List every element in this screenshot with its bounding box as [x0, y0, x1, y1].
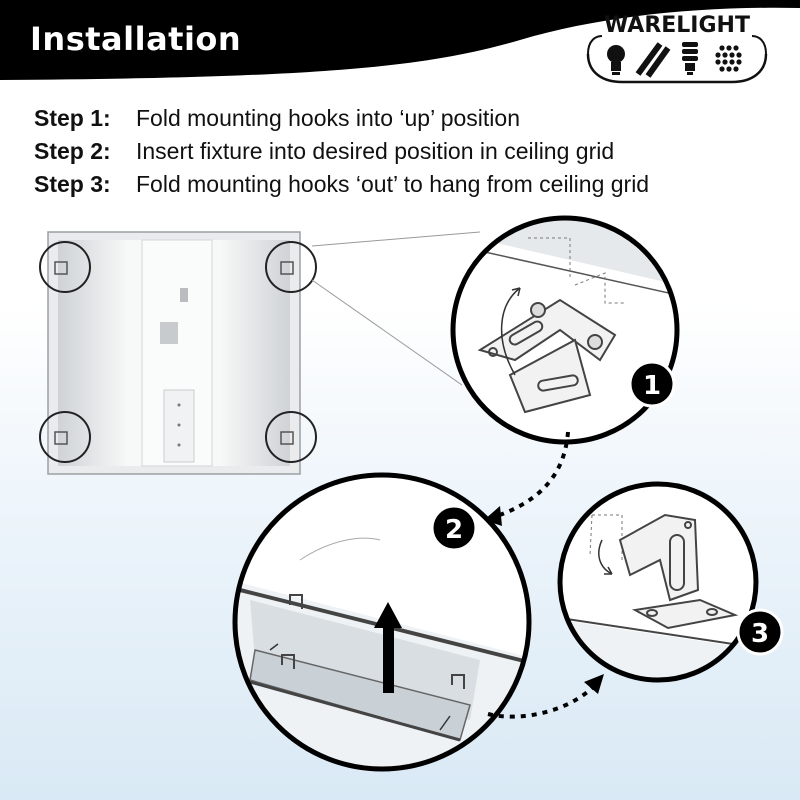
- step-3-label: Step 3:: [34, 171, 111, 197]
- callout-badge-2: [432, 506, 476, 550]
- brand-name: WARELIGHT: [604, 13, 750, 38]
- callout-badge-1: [630, 362, 674, 406]
- callout-1-label: 1: [642, 371, 662, 401]
- step-2-text: Insert fixture into desired position in ceiling grid: [136, 138, 615, 164]
- callout-2-label: 2: [444, 515, 464, 545]
- step-3-text: Fold mounting hooks ‘out’ to hang from ceiling grid: [136, 171, 650, 197]
- fixture-panel: [48, 232, 300, 474]
- step-1-text: Fold mounting hooks into ‘up’ position: [136, 105, 520, 131]
- callout-badge-3: [738, 610, 782, 654]
- up-arrow-icon: [383, 625, 394, 693]
- step-2-label: Step 2:: [34, 138, 111, 164]
- page-title: Installation: [30, 20, 242, 58]
- detail-hook-out: [560, 484, 760, 700]
- callout-3-label: 3: [750, 619, 770, 649]
- arrow-1-to-2: [494, 432, 568, 517]
- detail-insert-fixture: [230, 475, 540, 800]
- step-1-label: Step 1:: [34, 105, 111, 131]
